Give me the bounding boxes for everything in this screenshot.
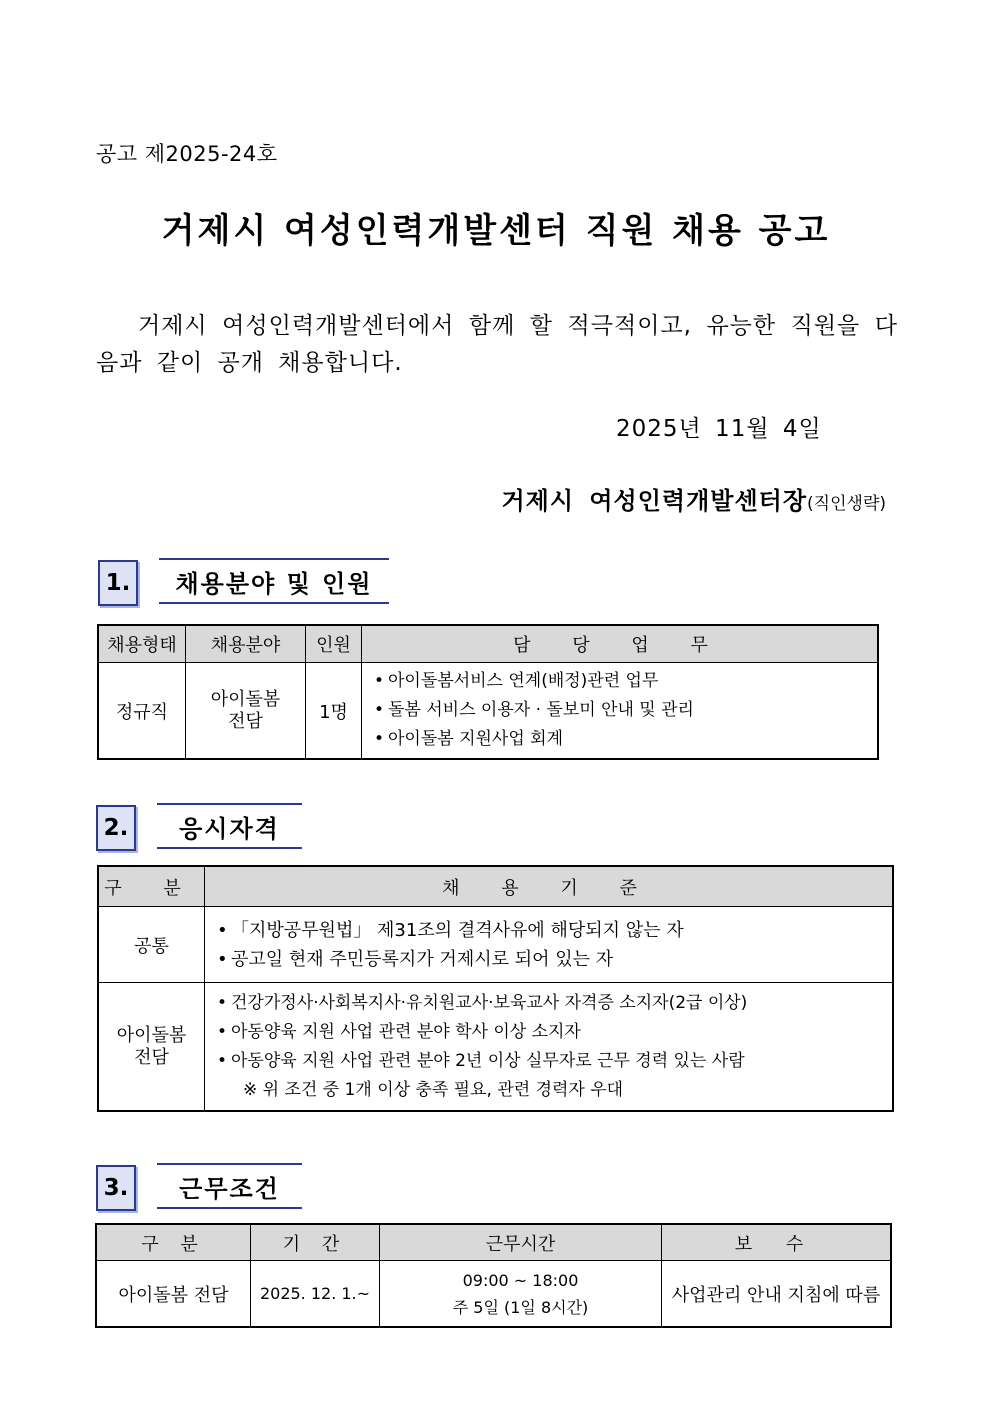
list-item: • 아동양육 지원 사업 관련 분야 학사 이상 소지자	[215, 1018, 892, 1047]
section1-number: 1.	[98, 560, 138, 606]
work-days: 주 5일 (1일 8시간)	[452, 1297, 589, 1317]
list-item: • 「지방공무원법」 제31조의 결격사유에 해당되지 않는 자	[215, 916, 892, 945]
list-item: • 돌봄 서비스 이용자 · 돌보미 안내 및 관리	[372, 696, 877, 725]
criteria-note: ※ 위 조건 중 1개 이상 충족 필요, 관련 경력자 우대	[243, 1079, 624, 1100]
table-header: 담 당 업 무	[362, 626, 878, 663]
section3-title: 근무조건	[157, 1163, 302, 1209]
signatory	[501, 481, 886, 516]
list-item: • 공고일 현재 주민등록지가 거제시로 되어 있는 자	[215, 945, 892, 974]
table-header: 근무시간	[380, 1225, 662, 1261]
table-header: 기 간	[251, 1225, 380, 1261]
work-category: 아이돌봄 전담	[97, 1261, 251, 1327]
table-header: 채용분야	[186, 626, 306, 663]
table-header: 구 분	[99, 867, 205, 907]
list-item: • 아이돌봄서비스 연계(배정)관련 업무	[372, 667, 877, 696]
table-header: 인원	[306, 626, 362, 663]
work-pay: 사업관리 안내 지침에 따름	[662, 1261, 891, 1327]
headcount: 1명	[306, 663, 362, 759]
work-period: 2025. 12. 1.~	[251, 1261, 380, 1327]
work-hours: 09:00 ~ 18:00	[462, 1270, 579, 1290]
table-header: 보 수	[662, 1225, 891, 1261]
table-header: 채 용 기 준	[205, 867, 893, 907]
section3-number: 3.	[96, 1165, 136, 1211]
seal-note: (직인생략)	[807, 494, 886, 514]
qualification-category: 공통	[99, 907, 205, 983]
intro-paragraph: 거제시 여성인력개발센터에서 함께 할 적극적이고, 유능한 직원을 다음과 같이 공개 채용합니다.	[96, 313, 898, 376]
announcement-date: 2025년 11월 4일	[616, 416, 822, 442]
section2-number: 2.	[96, 805, 136, 851]
table-header: 구 분	[97, 1225, 251, 1261]
list-item: • 아이돌봄 지원사업 회계	[372, 725, 877, 754]
section2-table	[98, 866, 893, 1111]
table-header: 채용형태	[99, 626, 186, 663]
list-item: • 건강가정사·사회복지사·유치원교사·보육교사 자격증 소지자(2급 이상)	[215, 989, 892, 1018]
list-item: • 아동양육 지원 사업 관련 분야 2년 이상 실무자로 근무 경력 있는 사람	[215, 1047, 892, 1076]
criteria-list	[215, 916, 892, 974]
section2-title: 응시자격	[157, 803, 302, 849]
section1-title: 채용분야 및 인원	[159, 558, 389, 604]
employment-type: 정규직	[99, 663, 186, 759]
duties-list	[372, 667, 877, 754]
employment-field: 아이돌봄 전담	[186, 663, 306, 759]
page-title: 거제시 여성인력개발센터 직원 채용 공고	[161, 211, 831, 251]
criteria-list	[215, 989, 892, 1076]
notice-number: 공고 제2025-24호	[96, 142, 278, 166]
qualification-category: 아이돌봄 전담	[99, 983, 205, 1111]
section3-table	[96, 1224, 891, 1327]
signatory-name: 거제시 여성인력개발센터장	[501, 487, 808, 515]
section1-table	[98, 625, 878, 759]
